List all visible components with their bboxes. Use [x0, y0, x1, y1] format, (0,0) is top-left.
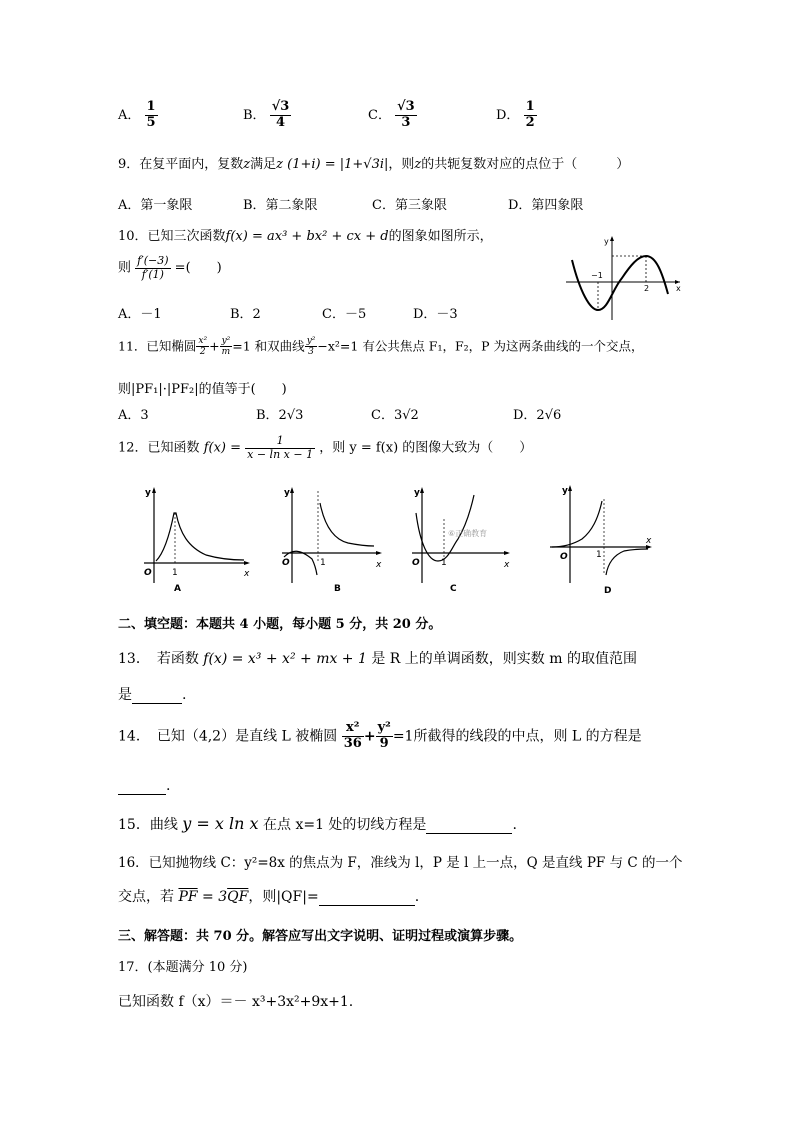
q10-cubic-graph	[566, 232, 686, 322]
q14-line2	[118, 778, 170, 795]
q12-b-right-curve	[320, 503, 374, 546]
q8-d-den: 2	[525, 114, 535, 130]
q11-e-num2: y²	[221, 336, 231, 346]
q14-num2: y²	[377, 720, 391, 735]
q10-option-c: C．－5	[322, 307, 367, 322]
q15-stem	[118, 814, 517, 834]
q10-y-label: y	[604, 237, 609, 246]
q8-option-b	[243, 100, 291, 131]
q16-line1: 16．已知抛物线 C：y²=8x 的焦点为 F，准线为 l，P 是 l 上一点，Q 是直线 PF 与 C 的一个	[118, 855, 683, 871]
q14-post: =1所截得的线段的中点，则 L 的方程是	[392, 728, 642, 745]
q12-graph-c	[408, 483, 518, 593]
q12-a-one: 1	[172, 568, 178, 578]
q10-formula: f(x) = ax³ + bx² + cx + d	[225, 229, 389, 244]
q8-c-num: √3	[397, 99, 415, 114]
q10-frac-den: f′(1)	[141, 267, 164, 281]
q13-answer-blank[interactable]	[132, 687, 182, 704]
q8-option-a-label: A．	[118, 107, 141, 123]
q16-vec2: $\overline{QF}$	[227, 889, 249, 905]
q12-d-left-curve	[552, 501, 602, 547]
q11-h-den: 3	[308, 347, 314, 358]
q11-line2: 则|PF₁|·|PF₂|的值等于( )	[118, 382, 287, 397]
section2-heading: 二、填空题：本题共 4 小题，每小题 5 分，共 20 分。	[118, 617, 442, 632]
q12-d-right-curve	[606, 549, 648, 575]
q12-c-x: x	[504, 560, 510, 570]
q14-answer-blank[interactable]	[118, 778, 166, 795]
q13-formula: f(x) = x³ + x² + mx + 1	[203, 651, 367, 667]
q16-vec1: $\overline{PF}$	[178, 889, 198, 905]
q11-option-b: B．2√3	[256, 408, 304, 423]
q8-option-c-label: C．	[368, 107, 391, 123]
q11-eq1: =1 和双曲线	[232, 338, 305, 354]
q8-option-d	[496, 100, 537, 131]
q9-option-a: A．第一象限	[118, 198, 193, 213]
q17-body: 已知函数 f（x）＝－ x³+3x²+9x+1.	[118, 994, 354, 1010]
q8-b-num: √3	[271, 99, 290, 114]
q10-neg1-label: −1	[591, 271, 603, 280]
q11-e-num1: x²	[198, 336, 208, 346]
q10-option-d: D．－3	[413, 307, 458, 322]
q10-post: 的图象如图所示，	[388, 229, 493, 244]
q15-answer-blank[interactable]	[426, 817, 512, 834]
q16-line2-post: ，则|QF|=	[248, 889, 319, 905]
q12-pre: 12．已知函数	[118, 440, 200, 456]
q12-c-label: C	[450, 584, 457, 593]
q8-a-num: 1	[146, 99, 156, 114]
q10-two-label: 2	[644, 284, 650, 293]
q9-z2: z	[414, 157, 422, 172]
q10-ask-post: =( )	[174, 260, 222, 276]
q8-option-c	[368, 100, 417, 131]
q9-stem	[118, 153, 629, 172]
q9-pre: 9．在复平面内，复数	[118, 157, 244, 172]
q10-frac-num: f′(−3)	[137, 254, 169, 267]
q12-graph-a	[136, 483, 256, 593]
q8-a-den: 5	[146, 114, 156, 130]
q16-answer-blank[interactable]	[319, 889, 415, 906]
q12-d-y: y	[562, 486, 568, 496]
q10-pre: 10．已知三次函数	[118, 229, 226, 244]
q9-option-d: D．第四象限	[508, 198, 584, 213]
q16-line2	[118, 886, 419, 906]
q13-post: 是 R 上的单调函数，则实数 m 的取值范围	[371, 651, 637, 667]
q13-pre: 13． 若函数	[118, 651, 199, 667]
q11-h-tail: −x²=1 有公共焦点 F₁，F₂，P 为这两条曲线的一个交点，	[317, 338, 644, 354]
q15-post: 在点 x=1 处的切线方程是	[263, 817, 427, 833]
q16-line2-pre: 交点，若	[118, 889, 174, 905]
section3-heading: 三、解答题：共 70 分。解答应写出文字说明、证明过程或演算步骤。	[118, 929, 523, 944]
q11-option-a: A．3	[118, 408, 149, 423]
q8-b-den: 4	[275, 114, 286, 130]
q16-eq: = 3	[197, 889, 228, 905]
q12-b-one: 1	[320, 558, 326, 568]
q11-e-den2: m	[221, 347, 231, 358]
q12-c-origin: O	[412, 558, 420, 568]
q12-b-origin: O	[282, 558, 290, 568]
q10-ask	[118, 255, 222, 281]
q9-option-b: B．第二象限	[243, 198, 318, 213]
q12-c-watermark: ⑥正确教育	[448, 529, 488, 538]
q9-mid: 满足	[250, 157, 277, 172]
q12-d-one: 1	[596, 550, 602, 560]
q12-a-curve	[156, 513, 244, 561]
q15-formula: y = x ln x	[182, 814, 259, 833]
q9-tail: 的共轭复数对应的点位于（ ）	[421, 157, 630, 172]
q12-num: 1	[245, 435, 315, 449]
q10-stem	[118, 225, 493, 244]
q12-b-label: B	[334, 584, 341, 593]
q12-c-curve	[416, 495, 474, 561]
q15-end: .	[512, 817, 517, 833]
q12-c-y: y	[414, 488, 420, 498]
q11-stem	[118, 336, 644, 358]
q14-pre: 14． 已知（4,2）是直线 L 被椭圆	[118, 728, 338, 745]
q12-a-x: x	[244, 569, 250, 579]
q14-plus: +	[363, 728, 376, 745]
q12-b-x: x	[376, 560, 382, 570]
q8-option-d-label: D．	[496, 107, 520, 123]
q11-h-num: y²	[306, 336, 316, 346]
q12-graph-d	[546, 483, 658, 595]
q11-option-c: C．3√2	[371, 408, 419, 423]
q14-den1: 36	[343, 735, 362, 751]
q12-a-y: y	[145, 488, 151, 498]
q13-line2-text: 是	[118, 687, 132, 703]
q12-post: ，则 y = f(x) 的图像大致为（ ）	[319, 440, 533, 456]
q9-post: ，则	[388, 157, 415, 172]
q12-den: x − ln x − 1	[247, 447, 314, 461]
q13-end: .	[182, 687, 187, 703]
q10-x-label: x	[676, 284, 681, 293]
q12-graph-b	[278, 483, 388, 593]
q14-den2: 9	[379, 735, 389, 751]
q9-formula: z (1+i) = |1+√3i|	[276, 157, 389, 172]
q12-d-x: x	[646, 536, 652, 546]
q8-option-b-label: B．	[243, 107, 266, 123]
q12-b-y: y	[284, 488, 290, 498]
q9-z: z	[243, 157, 251, 172]
q12-d-origin: O	[560, 552, 568, 562]
q12-f: f(x) =	[203, 440, 241, 456]
q10-ask-pre: 则	[118, 260, 132, 276]
q11-e-den1: 2	[199, 347, 206, 358]
q8-option-a	[118, 100, 158, 131]
q8-c-den: 3	[401, 114, 411, 130]
q9-option-c: C．第三象限	[372, 198, 447, 213]
q8-d-num: 1	[525, 99, 535, 114]
q14-num1: x²	[342, 721, 364, 737]
q10-option-a: A．－1	[118, 307, 162, 322]
q13-stem	[118, 648, 637, 668]
q11-pre: 11．已知椭圆	[118, 338, 197, 354]
q12-a-label: A	[174, 584, 181, 593]
q10-cubic-curve	[572, 256, 668, 310]
q16-end: .	[414, 889, 420, 905]
q12-stem	[118, 435, 532, 461]
q17-head: 17．(本题满分 10 分)	[118, 960, 248, 975]
q12-c-one: 1	[441, 558, 447, 568]
q11-option-d: D．2√6	[513, 408, 562, 423]
q12-a-origin: O	[144, 568, 152, 578]
q11-plus: +	[209, 338, 220, 354]
q14-stem	[118, 721, 642, 752]
q15-pre: 15．曲线	[118, 817, 178, 833]
q12-d-label: D	[604, 586, 612, 595]
q14-end: .	[166, 778, 171, 794]
q13-line2	[118, 684, 186, 704]
q10-option-b: B．2	[230, 307, 261, 322]
